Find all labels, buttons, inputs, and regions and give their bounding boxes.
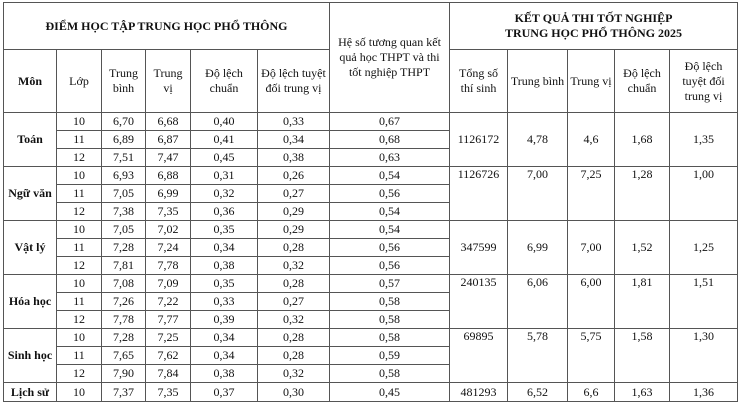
- subject-cell: Lịch sử: [4, 383, 57, 402]
- median-cell: 7,22: [146, 293, 191, 311]
- col-exam-mean: Trung bình: [508, 50, 568, 113]
- exam-mean-cell: 5,78: [508, 329, 568, 383]
- mad-cell: 0,34: [258, 131, 330, 149]
- exam-median-cell: 6,00: [568, 275, 615, 329]
- corr-cell: 0,58: [330, 311, 450, 329]
- median-cell: 7,47: [146, 149, 191, 167]
- std-cell: 0,31: [191, 167, 258, 185]
- correlation-title: Hệ số tương quan kết quả học THPT và thi tốt nghiệp THPT: [330, 3, 450, 113]
- mean-cell: 7,81: [102, 257, 146, 275]
- exam-mean-cell: 6,06: [508, 275, 568, 329]
- subject-cell: Sinh học: [4, 329, 57, 383]
- std-cell: 0,34: [191, 239, 258, 257]
- std-cell: 0,40: [191, 113, 258, 131]
- subject-cell: Toán: [4, 113, 57, 167]
- exam-mean-cell: 4,78: [508, 113, 568, 167]
- corr-cell: 0,57: [330, 275, 450, 293]
- mad-cell: 0,30: [258, 383, 330, 402]
- grade-cell: 10: [57, 221, 102, 239]
- corr-cell: 0,68: [330, 131, 450, 149]
- std-cell: 0,34: [191, 329, 258, 347]
- mean-cell: 7,26: [102, 293, 146, 311]
- median-cell: 7,78: [146, 257, 191, 275]
- exam-title-line2: TRUNG HỌC PHỔ THÔNG 2025: [504, 26, 683, 40]
- mad-cell: 0,27: [258, 185, 330, 203]
- mean-cell: 7,90: [102, 365, 146, 383]
- exam-median-cell: 7,00: [568, 221, 615, 275]
- mean-cell: 7,78: [102, 311, 146, 329]
- table-row: [4, 275, 738, 293]
- grade-cell: 12: [57, 203, 102, 221]
- table-row: [4, 329, 738, 347]
- col-mad: Độ lệch tuyệt đối trung vị: [258, 50, 330, 113]
- mad-cell: 0,33: [258, 113, 330, 131]
- median-cell: 7,02: [146, 221, 191, 239]
- corr-cell: 0,54: [330, 221, 450, 239]
- mad-cell: 0,27: [258, 293, 330, 311]
- exam-total-cell: 240135: [450, 275, 508, 329]
- mad-cell: 0,29: [258, 203, 330, 221]
- mad-cell: 0,38: [258, 149, 330, 167]
- corr-cell: 0,59: [330, 347, 450, 365]
- median-cell: 6,99: [146, 185, 191, 203]
- median-cell: 7,84: [146, 365, 191, 383]
- table-row: [4, 113, 738, 131]
- corr-cell: 0,54: [330, 167, 450, 185]
- mean-cell: 6,93: [102, 167, 146, 185]
- subject-cell: Hóa học: [4, 275, 57, 329]
- mad-cell: 0,28: [258, 329, 330, 347]
- exam-std-cell: 1,63: [615, 383, 670, 402]
- col-median: Trung vị: [146, 50, 191, 113]
- mean-cell: 7,51: [102, 149, 146, 167]
- median-cell: 7,35: [146, 383, 191, 402]
- mean-cell: 7,38: [102, 203, 146, 221]
- hs-scores-title: ĐIỂM HỌC TẬP TRUNG HỌC PHỔ THÔNG: [4, 3, 330, 50]
- mean-cell: 6,70: [102, 113, 146, 131]
- exam-mean-cell: 6,52: [508, 383, 568, 402]
- corr-cell: 0,58: [330, 329, 450, 347]
- grade-cell: 10: [57, 329, 102, 347]
- header-row-1: [4, 3, 738, 50]
- std-cell: 0,45: [191, 149, 258, 167]
- corr-cell: 0,56: [330, 185, 450, 203]
- mad-cell: 0,32: [258, 365, 330, 383]
- exam-mean-cell: 6,99: [508, 221, 568, 275]
- median-cell: 7,24: [146, 239, 191, 257]
- exam-total-cell: 347599: [450, 221, 508, 275]
- corr-cell: 0,63: [330, 149, 450, 167]
- mad-cell: 0,28: [258, 275, 330, 293]
- mean-cell: 7,05: [102, 221, 146, 239]
- grade-cell: 12: [57, 311, 102, 329]
- exam-mean-cell: 7,00: [508, 167, 568, 221]
- table-row: [4, 383, 738, 402]
- mean-cell: 7,28: [102, 239, 146, 257]
- exam-mad-cell: 1,30: [670, 329, 738, 383]
- median-cell: 6,68: [146, 113, 191, 131]
- mean-cell: 7,37: [102, 383, 146, 402]
- exam-std-cell: 1,68: [615, 113, 670, 167]
- table-row: [4, 221, 738, 239]
- col-std: Độ lệch chuẩn: [191, 50, 258, 113]
- exam-mad-cell: 1,51: [670, 275, 738, 329]
- grade-cell: 10: [57, 383, 102, 402]
- std-cell: 0,36: [191, 203, 258, 221]
- mad-cell: 0,29: [258, 221, 330, 239]
- exam-std-cell: 1,58: [615, 329, 670, 383]
- col-mean: Trung bình: [102, 50, 146, 113]
- grade-cell: 12: [57, 149, 102, 167]
- mad-cell: 0,26: [258, 167, 330, 185]
- median-cell: 7,09: [146, 275, 191, 293]
- mean-cell: 6,89: [102, 131, 146, 149]
- grade-cell: 10: [57, 113, 102, 131]
- subject-cell: Vật lý: [4, 221, 57, 275]
- grade-cell: 10: [57, 167, 102, 185]
- std-cell: 0,35: [191, 221, 258, 239]
- exam-total-cell: 1126172: [450, 113, 508, 167]
- results-table: [3, 2, 738, 402]
- col-grade: Lớp: [57, 50, 102, 113]
- exam-results-title: [450, 3, 738, 50]
- mean-cell: 7,05: [102, 185, 146, 203]
- median-cell: 6,87: [146, 131, 191, 149]
- mean-cell: 7,28: [102, 329, 146, 347]
- grade-cell: 11: [57, 185, 102, 203]
- subject-cell: Ngữ văn: [4, 167, 57, 221]
- grade-cell: 10: [57, 275, 102, 293]
- median-cell: 7,25: [146, 329, 191, 347]
- exam-mad-cell: 1,36: [670, 383, 738, 402]
- col-exam-median: Trung vị: [568, 50, 615, 113]
- median-cell: 7,77: [146, 311, 191, 329]
- exam-std-cell: 1,28: [615, 167, 670, 221]
- col-exam-mad: Độ lệch tuyệt đối trung vị: [670, 50, 738, 113]
- exam-mad-cell: 1,25: [670, 221, 738, 275]
- mad-cell: 0,32: [258, 311, 330, 329]
- grade-cell: 12: [57, 365, 102, 383]
- exam-title-line1: KẾT QUẢ THI TỐT NGHIỆP: [514, 11, 673, 25]
- grade-cell: 11: [57, 293, 102, 311]
- exam-total-cell: 1126726: [450, 167, 508, 221]
- corr-cell: 0,54: [330, 203, 450, 221]
- corr-cell: 0,58: [330, 293, 450, 311]
- mad-cell: 0,28: [258, 239, 330, 257]
- exam-total-cell: 69895: [450, 329, 508, 383]
- std-cell: 0,35: [191, 275, 258, 293]
- col-exam-std: Độ lệch chuẩn: [615, 50, 670, 113]
- col-total: Tổng số thí sinh: [450, 50, 508, 113]
- corr-cell: 0,67: [330, 113, 450, 131]
- corr-cell: 0,45: [330, 383, 450, 402]
- exam-median-cell: 4,6: [568, 113, 615, 167]
- std-cell: 0,32: [191, 185, 258, 203]
- median-cell: 7,35: [146, 203, 191, 221]
- std-cell: 0,38: [191, 365, 258, 383]
- corr-cell: 0,56: [330, 257, 450, 275]
- table-row: [4, 167, 738, 185]
- col-subject: Môn: [4, 50, 57, 113]
- corr-cell: 0,58: [330, 365, 450, 383]
- grade-cell: 12: [57, 257, 102, 275]
- mad-cell: 0,28: [258, 347, 330, 365]
- mean-cell: 7,08: [102, 275, 146, 293]
- std-cell: 0,39: [191, 311, 258, 329]
- std-cell: 0,37: [191, 383, 258, 402]
- exam-mad-cell: 1,35: [670, 113, 738, 167]
- grade-cell: 11: [57, 239, 102, 257]
- median-cell: 6,88: [146, 167, 191, 185]
- std-cell: 0,41: [191, 131, 258, 149]
- exam-median-cell: 7,25: [568, 167, 615, 221]
- std-cell: 0,33: [191, 293, 258, 311]
- std-cell: 0,34: [191, 347, 258, 365]
- exam-std-cell: 1,81: [615, 275, 670, 329]
- exam-std-cell: 1,52: [615, 221, 670, 275]
- grade-cell: 11: [57, 131, 102, 149]
- grade-cell: 11: [57, 347, 102, 365]
- table-body: [4, 113, 738, 402]
- exam-mad-cell: 1,00: [670, 167, 738, 221]
- corr-cell: 0,56: [330, 239, 450, 257]
- exam-median-cell: 5,75: [568, 329, 615, 383]
- mad-cell: 0,32: [258, 257, 330, 275]
- mean-cell: 7,65: [102, 347, 146, 365]
- median-cell: 7,62: [146, 347, 191, 365]
- exam-total-cell: 481293: [450, 383, 508, 402]
- exam-median-cell: 6,6: [568, 383, 615, 402]
- std-cell: 0,38: [191, 257, 258, 275]
